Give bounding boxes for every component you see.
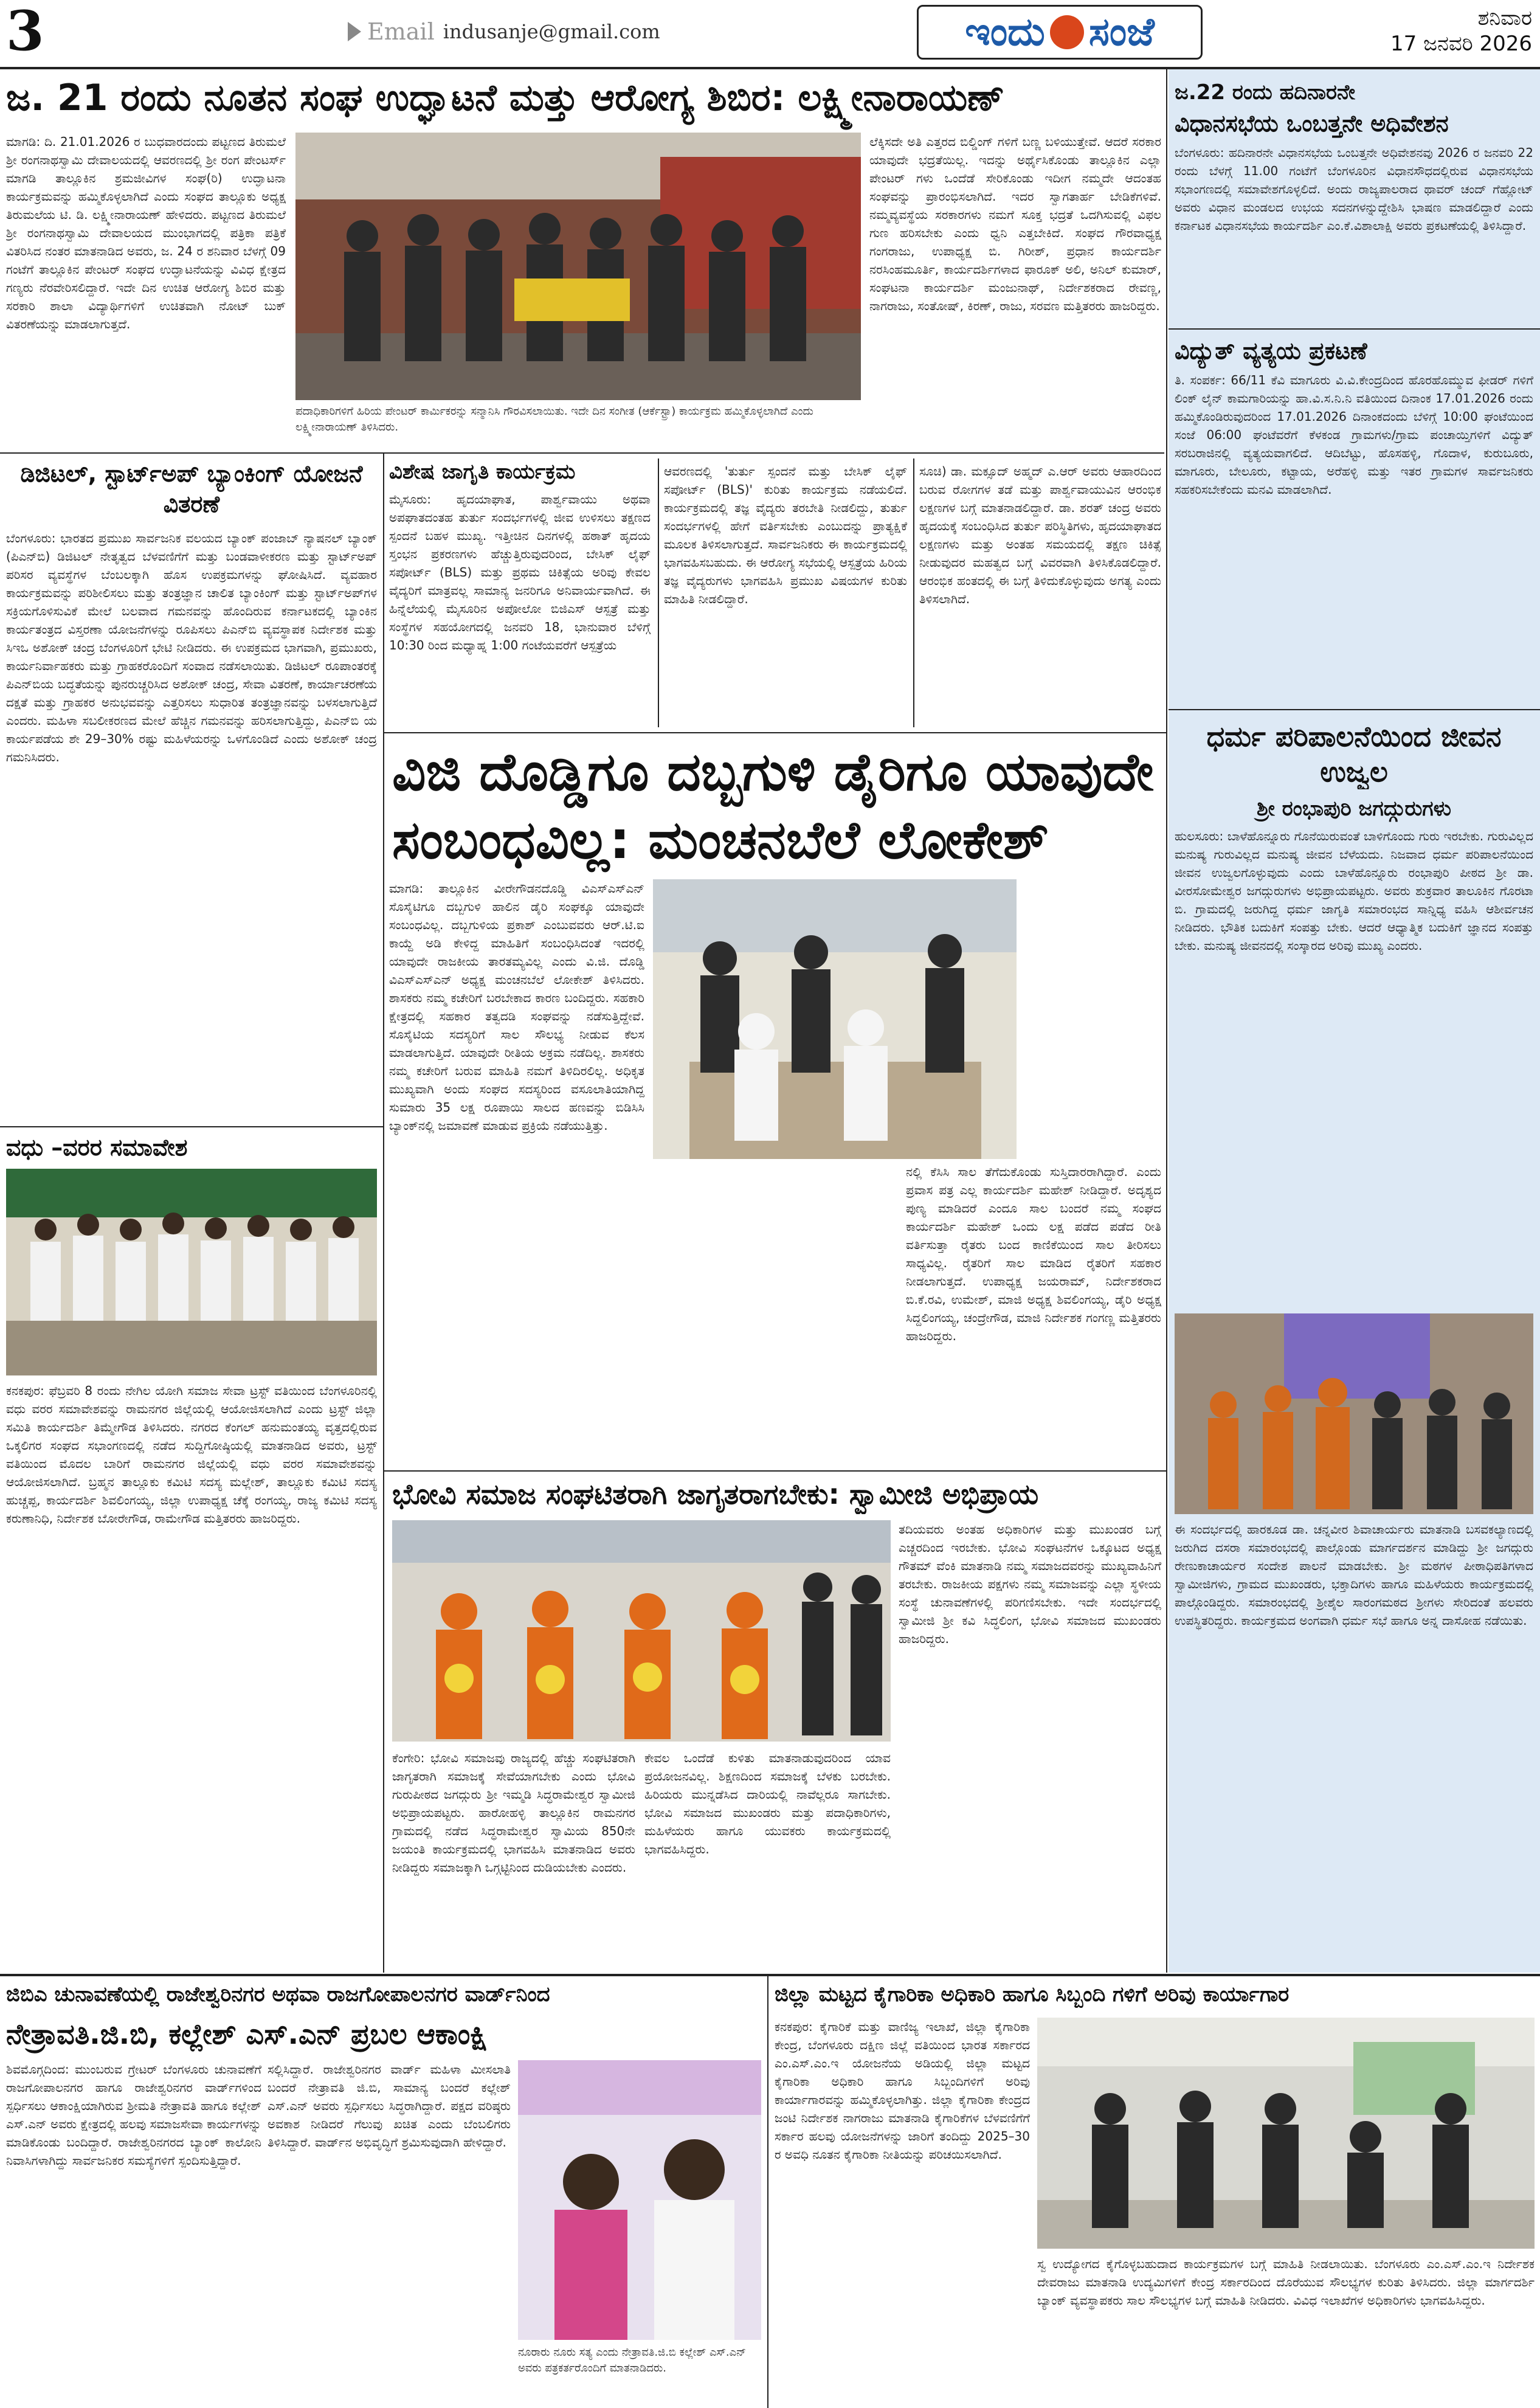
paper-name-left: ಇಂದು: [965, 10, 1045, 55]
ward-caption: ನೂರಾರು ನೂರು ಸತ್ಯ ಎಂದು ನೇತ್ರಾವತಿ.ಜಿ.ಬಿ ಕಲ್ಲೇಶ್ ಎಸ್.ಎನ್ ಅವರು ಪತ್ರಕರ್ತರೊಂದಿಗೆ ಮಾತನಾಡಿದರು.: [518, 2346, 747, 2375]
marriage-headline: ವಧು –ವರರ ಸಮಾವೇಶ: [6, 1134, 188, 1161]
sun-logo-icon: [1050, 15, 1084, 49]
bhovi-body: ಕೆಂಗೇರಿ: ಭೋವಿ ಸಮಾಜವು ರಾಜ್ಯದಲ್ಲಿ ಹೆಚ್ಚು ಸಂಘಟಿತರಾಗಿ ಜಾಗೃತರಾಗಿ ಸಮಾಜಕ್ಕೆ ಸೇವೆಯಾಗಬೇಕು ಎಂದು ಭೋವಿ ಗುರುಪೀಠದ ಜಗದ್ಗುರು ಶ್ರೀ ಇಮ್ಮಡಿ ಸಿದ್ಧರಾಮೇಶ್ವರ ಸ್ವಾಮೀಜಿ ಅಭಿಪ್ರಾಯಪಟ್ಟರು. ಹಾರೋಹಳ್ಳಿ ತಾಲ್ಲೂಕಿನ ರಾಮನಗರ ಗ್ರಾಮದಲ್ಲಿ ನಡೆದ ಸಿದ್ಧರಾಮೇಶ್ವರ ಸ್ವಾಮಿಯ 850ನೇ ಜಯಂತಿ ಕಾರ್ಯಕ್ರಮದಲ್ಲಿ ಭಾಗವಹಿಸಿ ಮಾತನಾಡಿದ ಅವರು ನೀಡಿದ್ದರು ಸಮಾಜಕ್ಕಾಗಿ ಒಗ್ಗಟ್ಟಿನಿಂದ ದುಡಿಯಬೇಕು ಎಂದರು.: [392, 1751, 635, 1875]
email-arrow-icon: [348, 22, 361, 41]
email-label: Email: [367, 18, 435, 45]
page-number: 3: [6, 0, 44, 63]
bhovi-body-3: ತದಿಯವರು ಅಂತಹ ಅಧಿಕಾರಿಗಳ ಮತ್ತು ಮುಖಂಡರ ಬಗ್ಗೆ ಎಚ್ಚರದಿಂದ ಇರಬೇಕು. ಭೋವಿ ಸಂಘಟನೆಗಳ ಒಕ್ಕೂಟದ ಅಧ್ಯಕ್ಷ ಗೌತಮ್ ವೆಂಕಿ ಮಾತನಾಡಿ ನಮ್ಮ ಸಮಾಜದವರನ್ನು ಮುಖ್ಯವಾಹಿನಿಗೆ ತರಬೇಕು. ರಾಜಕೀಯ ಪಕ್ಷಗಳು ನಮ್ಮ ಸಮಾಜವನ್ನು ಎಲ್ಲಾ ಸ್ಥಳೀಯ ಸಂಸ್ಥೆ ಚುನಾವಣೆಗಳಲ್ಲಿ ಪರಿಗಣಿಸಬೇಕು. ಇದೇ ಸಂದರ್ಭದಲ್ಲಿ ಸ್ವಾಮೀಜಿ ಶ್ರೀ ಕವಿ ಸಿದ್ಧಲಿಂಗ, ಭೋವಿ ಸಮಾಜದ ಮುಖಂಡರು ಹಾಜರಿದ್ದರು.: [899, 1522, 1161, 1646]
email-address[interactable]: indusanje@gmail.com: [443, 20, 660, 43]
dharma-photo: [1175, 1313, 1533, 1514]
marriage-body: ಕನಕಪುರ: ಫೆಬ್ರವರಿ 8 ರಂದು ನೇಗಿಲ ಯೋಗಿ ಸಮಾಜ ಸೇವಾ ಟ್ರಸ್ಟ್ ವತಿಯಿಂದ ಬೆಂಗಳೂರಿನಲ್ಲಿ ವಧು ವರರ ಸಮಾವೇಶವನ್ನು ರಾಮನಗರ ಜಿಲ್ಲೆಯಲ್ಲಿ ಆಯೋಜಿಸಲಾಗಿದೆ ಎಂದು ಟ್ರಸ್ಟ್ ಜಿಲ್ಲಾ ಸಮಿತಿ ಕಾರ್ಯದರ್ಶಿ ತಿಮ್ಮೇಗೌಡ ತಿಳಿಸಿದರು. ನಗರದ ಕೆಂಗಲ್ ಹನುಮಂತಯ್ಯ ವೃತ್ತದಲ್ಲಿರುವ ಒಕ್ಕಲಿಗರ ಸಂಘದ ಸಭಾಂಗಣದಲ್ಲಿ ನಡೆದ ಸುದ್ದಿಗೋಷ್ಠಿಯಲ್ಲಿ ಮಾತನಾಡಿದ ಅವರು, ಟ್ರಸ್ಟ್ ವತಿಯಿಂದ ಮೊದಲ ಬಾರಿಗೆ ರಾಮನಗರ ಜಿಲ್ಲೆಯಲ್ಲಿ ವಧು ವರರ ಸಮಾವೇಶವನ್ನು ಆಯೋಜಿಸಲಾಗಿದೆ. ಬ್ರಹ್ಮನ ತಾಲ್ಲೂಕು ಕಮಿಟಿ ಸದಸ್ಯ ಮಲ್ಲೇಶ್, ತಾಲ್ಲೂಕು ಕಮಿಟಿ ಸದಸ್ಯ ಹುಚ್ಚಪ್ಪ, ಕಾರ್ಯದರ್ಶಿ ಶಿವಲಿಂಗಯ್ಯ, ಜಿಲ್ಲಾ ಉಪಾಧ್ಯಕ್ಷ ಚೆಕ್ಕೆ ರಂಗಯ್ಯ, ರಾಜ್ಯ ಕಮಿಟಿ ಸದಸ್ಯ ಕರುಣಾನಿಧಿ, ನಿರ್ದೇಶಕ ಬೋರೇಗೌಡ, ರಾಮೇಗೌಡ ಮತ್ತಿತರರು ಹಾಜರಿದ್ದರು.: [6, 1383, 377, 1526]
bhovi-body-2: ಕೇವಲ ಒಂದೆಡೆ ಕುಳಿತು ಮಾತನಾಡುವುದರಿಂದ ಯಾವ ಪ್ರಯೋಜನವಿಲ್ಲ. ಶಿಕ್ಷಣದಿಂದ ಸಮಾಜಕ್ಕೆ ಬೆಳಕು ಬರಬೇಕು. ಹಿರಿಯರು ಮುನ್ನಡೆಸಿದ ದಾರಿಯಲ್ಲಿ ನಾವೆಲ್ಲರೂ ಸಾಗಬೇಕು. ಭೋವಿ ಸಮಾಜದ ಮುಖಂಡರು ಮತ್ತು ಪದಾಧಿಕಾರಿಗಳು, ಮಹಿಳೆಯರು ಹಾಗೂ ಯುವಕರು ಕಾರ್ಯಕ್ರಮದಲ್ಲಿ ಭಾಗವಹಿಸಿದ್ದರು.: [644, 1751, 891, 1856]
power-headline: ವಿದ್ಯುತ್ ವ್ಯತ್ಯಯ ಪ್ರಕಟಣೆ: [1175, 337, 1367, 364]
industry-headline: ಜಿಲ್ಲಾ ಮಟ್ಟದ ಕೈಗಾರಿಕಾ ಅಧಿಕಾರಿ ಹಾಗೂ ಸಿಬ್ಬಂದಿ ಗಳಿಗೆ ಅರಿವು ಕಾರ್ಯಾಗಾರ: [775, 1982, 1290, 2007]
dharma-headline: ಧರ್ಮ ಪರಿಪಾಲನೆಯಿಂದ ಜೀವನ ಉಜ್ವಲ: [1206, 720, 1502, 788]
session-kicker: ಜ.22 ರಂದು ಹದಿನಾರನೇ: [1175, 80, 1356, 105]
marriage-photo: [6, 1169, 377, 1375]
session-body: ಬೆಂಗಳೂರು: ಹದಿನಾರನೇ ವಿಧಾನಸಭೆಯ ಒಂಬತ್ತನೇ ಅಧಿವೇಶನವು 2026 ರ ಜನವರಿ 22 ರಂದು ಬೆಳಗ್ಗೆ 11.00 ಗಂಟೆಗೆ ಬೆಂಗಳೂರಿನ ವಿಧಾನಸೌಧದಲ್ಲಿರುವ ವಿಧಾನಸಭೆಯ ಸಭಾಂಗಣದಲ್ಲಿ ಸಮಾವೇಶಗೊಳ್ಳಲಿದೆ. ಅಂದು ರಾಜ್ಯಪಾಲರಾದ ಥಾವರ್ ಚಂದ್ ಗೆಹ್ಲೋಟ್ ಅವರು ವಿಧಾನ ಮಂಡಲದ ಉಭಯ ಸದನಗಳನ್ನುದ್ದೇಶಿಸಿ ಭಾಷಣ ಮಾಡಲಿದ್ದಾರೆ ಎಂದು ಕರ್ನಾಟಕ ವಿಧಾನಸಭೆಯ ಕಾರ್ಯದರ್ಶಿ ಎಂ.ಕೆ.ವಿಶಾಲಾಕ್ಷಿ ಅವರು ಪ್ರಕಟಣೆಯಲ್ಲಿ ತಿಳಿಸಿದ್ದಾರೆ.: [1175, 145, 1533, 233]
awareness-rule: [383, 732, 1166, 733]
sidebar-rule: [1166, 69, 1167, 1973]
ward-subhead: ನೇತ್ರಾವತಿ.ಜಿ.ಬಿ, ಕಲ್ಲೇಶ್ ಎಸ್.ಎನ್ ಪ್ರಬಲ ಆಕಾಂಕ್ಷಿ: [6, 2018, 488, 2050]
vg-body: ಮಾಗಡಿ: ತಾಲ್ಲೂಕಿನ ವೀರೇಗೌಡನದೊಡ್ಡಿ ವಿಎಸ್ಎಸ್ಎನ್ ಸೊಸೈಟಿಗೂ ದಬ್ಬಗುಳಿ ಹಾಲಿನ ಡೈರಿ ಸಂಘಕ್ಕೂ ಯಾವುದೇ ಸಂಬಂಧವಿಲ್ಲ. ದಬ್ಬಗುಳಿಯ ಪ್ರಕಾಶ್ ಎಂಬುವವರು ಆರ್.ಟಿ.ಐ ಕಾಯ್ದೆ ಅಡಿ ಕೇಳಿದ್ದ ಮಾಹಿತಿಗೆ ಸಂಬಂಧಿಸಿದಂತೆ ಇದರಲ್ಲಿ ಯಾವುದೇ ರಾಜಕೀಯ ತಾರತಮ್ಯವಿಲ್ಲ ಎಂದು ವಿ.ಜಿ. ದೊಡ್ಡಿ ವಿಎಸ್ಎಸ್ಎನ್ ಅಧ್ಯಕ್ಷ ಮಂಚನಬೆಲೆ ಲೋಕೇಶ್ ತಿಳಿಸಿದರು. ಶಾಸಕರು ನಮ್ಮ ಕಚೇರಿಗೆ ಬರಬೇಕಾದ ಕಾರಣ ಬಂದಿದ್ದರು. ಸಹಕಾರಿ ಕ್ಷೇತ್ರದಲ್ಲಿ ಸಹಕಾರ ತತ್ವದಡಿ ಸಂಘವನ್ನು ನಡೆಸುತ್ತಿದ್ದೇವೆ. ಸೊಸೈಟಿಯ ಸದಸ್ಯರಿಗೆ ಸಾಲ ಸೌಲಭ್ಯ ನೀಡುವ ಕೆಲಸ ಮಾಡಲಾಗುತ್ತಿದೆ. ಯಾವುದೇ ರೀತಿಯ ಅಕ್ರಮ ನಡೆದಿಲ್ಲ. ಶಾಸಕರು ನಮ್ಮ ಕಚೇರಿಗೆ ಬರುವ ಮಾಹಿತಿ ನಮಗೆ ತಿಳಿದಿರಲಿಲ್ಲ. ಅಧಿಕೃತ ಮುಖ್ಯವಾಗಿ ಅಂದು ಸಂಘದ ಸದಸ್ಯರಿಂದ ವಸೂಲಾತಿಯಾಗಿದ್ದ ಸುಮಾರು 35 ಲಕ್ಷ ರೂಪಾಯಿ ಸಾಲದ ಹಣವನ್ನು ಬಿಡಿಸಿಸಿ ಬ್ಯಾಂಕ್‌ನಲ್ಲಿ ಜಮಾವಣೆ ಮಾಡುವ ಪ್ರಕ್ರಿಯೆ ನಡೆಯುತ್ತಿತ್ತು.: [389, 881, 644, 1133]
ward-body: ಶಿವಮೊಗ್ಗದಿಂದ: ಮುಂಬರುವ ಗ್ರೇಟರ್ ಬೆಂಗಳೂರು ಚುನಾವಣೆಗೆ ರಾಜಗೋಪಾಲನಗರ ಹಾಗೂ ರಾಜೇಶ್ವರಿನಗರ ವಾರ್ಡ್‌ಗಳಿಂದ ಸ್ಪರ್ಧಿಸಲು ಆಕಾಂಕ್ಷಿಯಾಗಿರುವ ಶ್ರೀಮತಿ ನೇತ್ರಾವತಿ ಹಾಗೂ ಕಲ್ಲೇಶ್ ಎಸ್.ಎನ್ ಅವರು ಕ್ಷೇತ್ರದಲ್ಲಿ ಹಲವು ಸಮಾಜಸೇವಾ ಕಾರ್ಯಗಳನ್ನು ಮಾಡಿಕೊಂಡು ಬಂದಿದ್ದಾರೆ. ರಾಜೇಶ್ವರಿನಗರದ ಬ್ಯಾಂಕ್ ಕಾಲೋನಿ ನಿವಾಸಿಗಳಾಗಿದ್ದು ಸಾರ್ವಜನಿಕರ ಸಮಸ್ಯೆಗಳಿಗೆ ಸ್ಪಂದಿಸುತ್ತಿದ್ದಾರೆ.: [6, 2062, 261, 2168]
masthead-logo: [917, 5, 1203, 60]
paper-name-right: ಸಂಜೆ: [1088, 10, 1155, 55]
ward-headline: ಜಿಬಿಎ ಚುನಾವಣೆಯಲ್ಲಿ ರಾಜೇಶ್ವರಿನಗರ ಅಥವಾ ರಾಜಗೋಪಾಲನಗರ ವಾರ್ಡ್‌ನಿಂದ: [6, 1982, 550, 2007]
dharma-body: ಹುಲಸೂರು: ಬಾಳೆಹೊನ್ನೂರು ಗೊನೆಯಿರುವಂತೆ ಬಾಳಿಗೊಂದು ಗುರು ಇರಬೇಕು. ಗುರುವಿಲ್ಲದ ಮನುಷ್ಯ ಗುರುವಿಲ್ಲದ ಮನುಷ್ಯ ಜೀವನ ಬೆಳೆಯದು. ನಿಜವಾದ ಧರ್ಮ ಪರಿಪಾಲನೆಯಿಂದ ಜೀವನ ಉಜ್ವಲಗೊಳ್ಳುವುದು ಎಂದು ಬಾಳೆಹೊನ್ನೂರು ರಂಭಾಪುರಿ ಪೀಠದ ಶ್ರೀ ಡಾ. ವೀರಸೋಮೇಶ್ವರ ಜಗದ್ಗುರುಗಳು ಅಭಿಪ್ರಾಯಪಟ್ಟರು. ಅವರು ಶುಕ್ರವಾರ ತಾಲೂಕಿನ ಗೊರಟಾ ಬಿ. ಗ್ರಾಮದಲ್ಲಿ ಜರುಗಿದ್ದ ಧರ್ಮ ಜಾಗೃತಿ ಸಮಾರಂಭದ ಸಾನ್ನಿಧ್ಯ ವಹಿಸಿ ಆಶೀರ್ವಚನ ನೀಡಿದರು. ಭೌತಿಕ ಬದುಕಿಗೆ ಸಂಪತ್ತು ಬೇಕು. ಆದರೆ ಆಧ್ಯಾತ್ಮಿಕ ಬದುಕಿಗೆ ಜ್ಞಾನದ ಸಂಪತ್ತು ಬೇಕು. ಮನುಷ್ಯ ಜೀವನದಲ್ಲಿ ಸಂಸ್ಕಾರದ ಅರಿವು ಮುಖ್ಯ ಎಂದರು.: [1175, 829, 1533, 953]
lead-body-left: ಮಾಗಡಿ: ದಿ. 21.01.2026 ರ ಬುಧವಾರದಂದು ಪಟ್ಟಣದ ತಿರುಮಲೆ ಶ್ರೀ ರಂಗನಾಥಸ್ವಾಮಿ ದೇವಾಲಯದಲ್ಲಿ ಆವರಣದಲ್ಲಿ ಶ್ರೀ ರಂಗ ಪೇಂಟರ್ಸ್ ಮಾಗಡಿ ತಾಲ್ಲೂಕಿನ ಶ್ರಮಜೀವಿಗಳ ಸಂಘ(ರಿ) ಉದ್ಘಾಟನಾ ಕಾರ್ಯಕ್ರಮವನ್ನು ಹಮ್ಮಿಕೊಳ್ಳಲಾಗಿದೆ ಎಂದು ಸಂಘದ ತಾಲ್ಲೂಕು ಅಧ್ಯಕ್ಷ ತಿರುಮಲೆಯ ಟಿ. ಡಿ. ಲಕ್ಷ್ಮೀನಾರಾಯಣ್ ಹೇಳಿದರು. ಪಟ್ಟಣದ ತಿರುಮಲೆ ಶ್ರೀ ರಂಗನಾಥಸ್ವಾಮಿ ದೇವಾಲಯದ ಮುಂಭಾಗದಲ್ಲಿ ಪತ್ರಿಕಾ ಪತ್ರಿಕೆ ವಿತರಿಸಿದ ನಂತರ ಮಾತನಾಡಿದ ಅವರು, ಜ. 24 ರ ಶನಿವಾರ ಬೆಳಗ್ಗೆ 09 ಗಂಟೆಗೆ ತಾಲ್ಲೂಕಿನ ಪೇಂಟರ್ ಸಂಘದ ಉದ್ಘಾಟನೆಯನ್ನು ವಿವಿಧ ಕ್ಷೇತ್ರದ ಗಣ್ಯರು ನೆರವೇರಿಸಲಿದ್ದಾರೆ. ಇದೇ ದಿನ ಉಚಿತ ಆರೋಗ್ಯ ಶಿಬಿರ ಮತ್ತು ಸರಕಾರಿ ಶಾಲಾ ವಿದ್ಯಾರ್ಥಿಗಳಿಗೆ ಉಚಿತವಾಗಿ ನೋಟ್ ಬುಕ್ ವಿತರಣೆಯನ್ನು ಮಾಡಲಾಗುತ್ತದೆ.: [6, 134, 286, 331]
lead-body-right: ಲೆಕ್ಕಿಸದೇ ಅತಿ ಎತ್ತರದ ಬಿಲ್ಡಿಂಗ್ ಗಳಿಗೆ ಬಣ್ಣ ಬಳಿಯುತ್ತೇವೆ. ಆದರೆ ಸರಕಾರ ಯಾವುದೇ ಭದ್ರತೆಯಿಲ್ಲ. ಇದನ್ನು ಅರ್ಥೈಸಿಕೊಂಡು ತಾಲ್ಲೂಕಿನ ಎಲ್ಲಾ ಪೇಂಟರ್ ಗಳು ಒಂದೆಡೆ ಸೇರಿಕೊಂಡು ಇದೀಗ ನಮ್ಮದೇ ಆದಂತಹ ಸಂಘವನ್ನು ಪ್ರಾರಂಭಿಸಲಾಗಿದೆ. ಇದರ ಸ್ವಾಗತಾರ್ಹ ಬೇಡಿಕೆಗಳಿವೆ. ನಮ್ಮವ್ಯವಸ್ಥೆಯ ಸರಕಾರಗಳು ನಮಗೆ ಸೂಕ್ತ ಭದ್ರತೆ ಒದಗಿಸುವಲ್ಲಿ ವಿಫಲ ಗುಣ ಹರಿಸಬೇಕು ಎಂದು ಧ್ವನಿ ಎತ್ತಬೇಕಿದೆ. ಸಂಘದ ಗೌರವಾಧ್ಯಕ್ಷ ಗಂಗರಾಜು, ಉಪಾಧ್ಯಕ್ಷ ಬಿ. ಗಿರೀಶ್, ಪ್ರಧಾನ ಕಾರ್ಯದರ್ಶಿ ನರಸಿಂಹಮೂರ್ತಿ, ಕಾರ್ಯದರ್ಶಿಗಳಾದ ಫಾರೂಕ್ ಅಲಿ, ಅನಿಲ್ ಕುಮಾರ್, ಸಂಘಟನಾ ಕಾರ್ಯದರ್ಶಿ ಮಂಜುನಾಥ್, ನಿರ್ದೇಶಕರಾದ ರೇವಣ್ಣ, ನಾಗರಾಜು, ಸಂತೋಷ್, ಕಿರಣ್, ರಾಜು, ಸರವಣ ಮತ್ತಿತರರು ಹಾಜರಿದ್ದರು.: [869, 134, 1161, 313]
aw-rule-1: [658, 458, 659, 727]
col1-rule: [383, 454, 384, 1973]
vg-body-2: ನಲ್ಲಿ ಕೆಸಿಸಿ ಸಾಲ ತೆಗೆದುಕೊಂಡು ಸುಸ್ತಿದಾರರಾಗಿದ್ದಾರೆ. ಎಂದು ಪ್ರವಾಸ ಪತ್ರ ಎಲ್ಲ ಕಾರ್ಯದರ್ಶಿ ಮಹೇಶ್ ನೀಡಿದ್ದಾರೆ. ಅದೃಶ್ಯದ ಪುಣ್ಯ ಮಾಡಿದರೆ ಎಂದೂ ಸಾಲ ಬಂದರೆ ನಮ್ಮ ಸಂಘದ ಕಾರ್ಯದರ್ಶಿ ಮಹೇಶ್ ಒಂದು ಲಕ್ಷ ಪಡೆದ ಪಡೆದ ರೀತಿ ವರ್ತಿಸುತ್ತಾ ರೈತರು ಬಂದ ಕಾಣಿಕೆಯಿಂದ ಸಾಲ ತೀರಿಸಲು ಸಾಧ್ಯವಿಲ್ಲ. ರೈತರಿಗೆ ಸಾಲ ಮಾಡಿದ ರೈತರಿಗೆ ಸಹಕಾರ ನೀಡಲಾಗುತ್ತದೆ. ಉಪಾಧ್ಯಕ್ಷ ಜಯರಾಮ್, ನಿರ್ದೇಶಕರಾದ ಬಿ.ಕೆ.ರವಿ, ಉಮೇಶ್, ಮಾಜಿ ಅಧ್ಯಕ್ಷ ಶಿವಲಿಂಗಯ್ಯ, ಡೈರಿ ಅಧ್ಯಕ್ಷ ಸಿದ್ದಲಿಂಗಯ್ಯ, ಚಂದ್ರೇಗೌಡ, ಮಾಜಿ ನಿರ್ದೇಶಕ ಗಂಗಣ್ಣ ಮತ್ತಿತರರು ಹಾಜರಿದ್ದರು.: [906, 1164, 1161, 1343]
lead-photo-caption: ಪದಾಧಿಕಾರಿಗಳಿಗೆ ಹಿರಿಯ ಪೇಂಟರ್ ಕಾರ್ಮಿಕರನ್ನು ಸನ್ಮಾನಿಸಿ ಗೌರವಿಸಲಾಯಿತು. ಇದೇ ದಿನ ಸಂಗೀತ (ಆರ್ಕೆಸ್ಟ್ರಾ) ಕಾರ್ಯಕ್ರಮ ಹಮ್ಮಿಕೊಳ್ಳಲಾಗಿದೆ ಎಂದು ಲಕ್ಷ್ಮೀನಾರಾಯಣ್ ತಿಳಿಸಿದರು.: [295, 405, 813, 434]
awareness-body-1: ಮೈಸೂರು: ಹೃದಯಾಘಾತ, ಪಾರ್ಶ್ವವಾಯು ಅಥವಾ ಅಪಘಾತದಂತಹ ತುರ್ತು ಸಂದರ್ಭಗಳಲ್ಲಿ ಜೀವ ಉಳಿಸಲು ತಕ್ಷಣದ ಸ್ಪಂದನೆ ಬಹಳ ಮುಖ್ಯ. ಇತ್ತೀಚಿನ ದಿನಗಳಲ್ಲಿ ಹಠಾತ್ ಹೃದಯ ಸ್ತಂಭನ ಪ್ರಕರಣಗಳು ಹೆಚ್ಚುತ್ತಿರುವುದರಿಂದ, ಬೇಸಿಕ್ ಲೈಫ್ ಸಪೋರ್ಟ್ (BLS) ಮತ್ತು ಪ್ರಥಮ ಚಿಕಿತ್ಸೆಯ ಅರಿವು ಕೇವಲ ವೈದ್ಯರಿಗೆ ಮಾತ್ರವಲ್ಲ ಸಾಮಾನ್ಯ ಜನರಿಗೂ ಅನಿವಾರ್ಯವಾಗಿದೆ. ಈ ಹಿನ್ನೆಲೆಯಲ್ಲಿ ಮೈಸೂರಿನ ಅಪೋಲೋ ಬಿಜಿಎಸ್ ಆಸ್ಪತ್ರೆ ಮತ್ತು ಸಂಸ್ಥೆಗಳ ಸಹಯೋಗದಲ್ಲಿ ಜನವರಿ 18, ಭಾನುವಾರ ಬೆಳಿಗ್ಗೆ 10:30 ರಿಂದ ಮಧ್ಯಾಹ್ನ 1:00 ಗಂಟೆಯವರೆಗೆ ಆಸ್ಪತ್ರೆಯ: [389, 492, 651, 652]
bottom-split-rule: [767, 1976, 768, 2408]
industry-body: ಕನಕಪುರ: ಕೈಗಾರಿಕೆ ಮತ್ತು ವಾಣಿಜ್ಯ ಇಲಾಖೆ, ಜಿಲ್ಲಾ ಕೈಗಾರಿಕಾ ಕೇಂದ್ರ, ಬೆಂಗಳೂರು ದಕ್ಷಿಣ ಜಿಲ್ಲೆ ವತಿಯಿಂದ ಭಾರತ ಸರ್ಕಾರದ ಎಂ.ಎಸ್.ಎಂ.ಇ ಯೋಜನೆಯ ಅಡಿಯಲ್ಲಿ ಜಿಲ್ಲಾ ಮಟ್ಟದ ಕೈಗಾರಿಕಾ ಅಧಿಕಾರಿ ಹಾಗೂ ಸಿಬ್ಬಂದಿಗಳಿಗೆ ಅರಿವು ಕಾರ್ಯಾಗಾರವನ್ನು ಹಮ್ಮಿಕೊಳ್ಳಲಾಗಿತ್ತು. ಜಿಲ್ಲಾ ಕೈಗಾರಿಕಾ ಕೇಂದ್ರದ ಜಂಟಿ ನಿರ್ದೇಶಕ ನಾಗರಾಜು ಮಾತನಾಡಿ ಕೈಗಾರಿಕೆಗಳ ಬೆಳವಣಿಗೆಗೆ ಸರ್ಕಾರ ಹಲವು ಯೋಜನೆಗಳನ್ನು ಜಾರಿಗೆ ತಂದಿದ್ದು 2025–30 ರ ಅವಧಿ ನೂತನ ಕೈಗಾರಿಕಾ ನೀತಿಯನ್ನು ಪರಿಚಯಿಸಲಾಗಿದೆ.: [775, 2019, 1030, 2162]
bottom-band-rule: [0, 1974, 1540, 1976]
ward-photo: [518, 2060, 761, 2340]
power-body: ತಿ. ಸಂಪರ್ಕ: 66/11 ಕೆವಿ ಮಾಗೂರು ವಿ.ವಿ.ಕೇಂದ್ರದಿಂದ ಹೊರಹೊಮ್ಮುವ ಫೀಡರ್ ಗಳಿಗೆ ಲಿಂಕ್ ಲೈನ್ ಕಾಮಗಾರಿಯನ್ನು ಹಾ.ವಿ.ಸ.ನಿ.ನಿ ವತಿಯಿಂದ ದಿನಾಂಕ 17.01.2026 ರಂದು ಹಮ್ಮಿಕೊಂಡಿರುವುದರಿಂದ 17.01.2026 ದಿನಾಂಕದಂದು ಬೆಳಿಗ್ಗೆ 10:00 ಘಂಟೆಯಿಂದ ಸಂಜೆ 06:00 ಘಂಟೆವರೆಗೆ ಕೆಳಕಂಡ ಗ್ರಾಮಗಳು/ಗ್ರಾಮ ಪಂಚಾಯ್ತಿಗಳಿಗೆ ವಿದ್ಯುತ್ ಸರಬರಾಜಿನಲ್ಲಿ ವ್ಯತ್ಯಯವಾಗಲಿದೆ. ಆದಿಬೆಟ್ಟು, ಹೊಸಹಳ್ಳಿ, ಗೊದಾಳ, ಕುರುಬೂರು, ಮಾಗೂರು, ಬೇಲೂರು, ಕಟ್ಟಾಯ, ಅರೆಹಳ್ಳಿ ಮತ್ತು ಇತರ ಗ್ರಾಮಗಳ ಸಾರ್ವಜನಿಕರು ಸಹಕರಿಸಬೇಕೆಂದು ಮನವಿ ಮಾಡಲಾಗಿದೆ.: [1175, 373, 1533, 497]
issue-date: 17 ಜನವರಿ 2026: [1390, 32, 1532, 56]
awareness-headline: ವಿಶೇಷ ಜಾಗೃತಿ ಕಾರ್ಯಕ್ರಮ: [389, 460, 576, 484]
dharma-subhead: ಶ್ರೀ ರಂಭಾಪುರಿ ಜಗದ್ಗುರುಗಳು: [1257, 797, 1451, 821]
digital-rule: [0, 1126, 383, 1127]
weekday: ಶನಿವಾರ: [1477, 6, 1532, 30]
session-rule: [1169, 328, 1540, 330]
vg-headline: ವಿಜಿ ದೊಡ್ಡಿಗೂ ದಬ್ಬಗುಳಿ ಡೈರಿಗೂ ಯಾವುದೇ ಸಂಬಂಧವಿಲ್ಲ: ಮಂಚನಬೆಲೆ ಲೋಕೇಶ್: [392, 742, 1154, 871]
bhovi-headline: ಭೋವಿ ಸಮಾಜ ಸಂಘಟಿತರಾಗಿ ಜಾಗೃತರಾಗಬೇಕು: ಸ್ವಾಮೀಜಿ ಅಭಿಪ್ರಾಯ: [392, 1478, 1039, 1510]
session-headline: ವಿಧಾನಸಭೆಯ ಒಂಬತ್ತನೇ ಅಧಿವೇಶನ: [1175, 110, 1449, 137]
industry-photo: [1037, 2018, 1535, 2249]
vg-photo: [653, 879, 1017, 1159]
digital-headline: ಡಿಜಿಟಲ್, ಸ್ಟಾರ್ಟ್‌ಅಪ್ ಬ್ಯಾಂಕಿಂಗ್ ಯೋಜನೆ ವಿತರಣೆ: [20, 460, 363, 517]
aw-rule-2: [913, 458, 914, 727]
lead-bottom-rule: [0, 452, 1164, 454]
ward-body-2: ಸಲ್ಲಿಸಿದ್ದಾರೆ. ರಾಜೇಶ್ವರಿನಗರ ವಾರ್ಡ್ ಮಹಿಳಾ ಮೀಸಲಾತಿ ಬಂದರೆ ನೇತ್ರಾವತಿ ಜಿ.ಬಿ, ಸಾಮಾನ್ಯ ಬಂದರೆ ಕಲ್ಲೇಶ್ ಎಸ್.ಎನ್ ಅವರು ಸ್ಪರ್ಧಿಸಲು ಸಿದ್ಧರಾಗಿದ್ದಾರೆ. ಪಕ್ಷದ ವರಿಷ್ಠರು ಅವಕಾಶ ನೀಡಿದರೆ ಗೆಲುವು ಖಚಿತ ಎಂದು ಬೆಂಬಲಿಗರು ತಿಳಿಸಿದ್ದಾರೆ. ವಾರ್ಡ್‌ನ ಅಭಿವೃದ್ಧಿಗೆ ಶ್ರಮಿಸುವುದಾಗಿ ಹೇಳಿದ್ದಾರೆ.: [268, 2062, 511, 2150]
power-rule: [1169, 709, 1540, 710]
bhovi-photo: [392, 1520, 891, 1742]
awareness-body-3: ಸೂಚಿ) ಡಾ. ಮಕ್ಸೂದ್ ಅಹ್ಮದ್ ಎ.ಆರ್ ಅವರು ಆಹಾರದಿಂದ ಬರುವ ರೋಗಗಳ ತಡೆ ಮತ್ತು ಪಾರ್ಶ್ವವಾಯುವಿನ ಆರಂಭಿಕ ಲಕ್ಷಣಗಳ ಬಗ್ಗೆ ಮಾತನಾಡಲಿದ್ದಾರೆ. ಡಾ. ಶರತ್ ಚಂದ್ರ ಅವರು ಹೃದಯಕ್ಕೆ ಸಂಬಂಧಿಸಿದ ತುರ್ತು ಪರಿಸ್ಥಿತಿಗಳು, ಹೃದಯಾಘಾತದ ಲಕ್ಷಣಗಳು ಮತ್ತು ಅಂತಹ ಸಮಯದಲ್ಲಿ ತಕ್ಷಣ ಚಿಕಿತ್ಸೆ ನೀಡುವುದರ ಮಹತ್ವದ ಬಗ್ಗೆ ವಿವರವಾಗಿ ತಿಳಿಸಿಕೊಡಲಿದ್ದಾರೆ. ಆರಂಭಿಕ ಹಂತದಲ್ಲಿ ಈ ಬಗ್ಗೆ ತಿಳಿದುಕೊಳ್ಳುವುದು ಅಗತ್ಯ ಎಂದು ತಿಳಿಸಲಾಗಿದೆ.: [919, 464, 1161, 606]
lead-photo: [295, 133, 861, 400]
industry-body-2: ಸ್ವ ಉದ್ಯೋಗದ ಕೈಗೊಳ್ಳಬಹುದಾದ ಕಾರ್ಯಕ್ರಮಗಳ ಬಗ್ಗೆ ಮಾಹಿತಿ ನೀಡಲಾಯಿತು. ಬೆಂಗಳೂರು ಎಂ.ಎಸ್.ಎಂ.ಇ ನಿರ್ದೇಶಕ ದೇವರಾಜು ಮಾತನಾಡಿ ಉದ್ಯಮಿಗಳಿಗೆ ಕೇಂದ್ರ ಸರ್ಕಾರದಿಂದ ದೊರೆಯುವ ಸೌಲಭ್ಯಗಳ ಕುರಿತು ತಿಳಿಸಿದರು. ಜಿಲ್ಲಾ ಮಾರ್ಗದರ್ಶಿ ಬ್ಯಾಂಕ್ ವ್ಯವಸ್ಥಾಪಕರು ಸಾಲ ಸೌಲಭ್ಯಗಳ ಬಗ್ಗೆ ಮಾಹಿತಿ ನೀಡಿದರು. ವಿವಿಧ ಇಲಾಖೆಗಳ ಅಧಿಕಾರಿಗಳು ಭಾಗವಹಿಸಿದ್ದರು.: [1037, 2257, 1535, 2308]
dharma-body-lower: ಈ ಸಂದರ್ಭದಲ್ಲಿ ಹಾರಕೂಡ ಡಾ. ಚನ್ನವೀರ ಶಿವಾಚಾರ್ಯರು ಮಾತನಾಡಿ ಬಸವಕಲ್ಯಾಣದಲ್ಲಿ ಜರುಗಿದ ದಸರಾ ಸಮಾರಂಭದಲ್ಲಿ ಪಾಲ್ಗೊಂಡು ಮಾರ್ಗದರ್ಶನ ಮಾಡಿದ್ದು ಶ್ರೀ ಜಗದ್ಗುರು ರೇಣುಕಾಚಾರ್ಯರ ಸಂದೇಶ ಪಾಲನೆ ಮಾಡಬೇಕು. ಶ್ರೀ ಮಠಗಳ ಪೀಠಾಧಿಪತಿಗಳಾದ ಸ್ವಾಮೀಜಿಗಳು, ಗ್ರಾಮದ ಮುಖಂಡರು, ಭಕ್ತಾದಿಗಳು ಹಾಗೂ ಮಹಿಳೆಯರು ಕಾರ್ಯಕ್ರಮದಲ್ಲಿ ಪಾಲ್ಗೊಂಡಿದ್ದರು. ಸಮಾರಂಭದಲ್ಲಿ ಶ್ರೀಶೈಲ ಸಾರಂಗಮಠದ ಶ್ರೀಗಳು ಸೇರಿದಂತೆ ಹಲವರು ಉಪಸ್ಥಿತರಿದ್ದರು. ಕಾರ್ಯಕ್ರಮದ ಅಂಗವಾಗಿ ಧರ್ಮ ಸಭೆ ಹಾಗೂ ಅನ್ನ ದಾಸೋಹ ನಡೆಯಿತು.: [1175, 1522, 1533, 1628]
digital-body: ಬೆಂಗಳೂರು: ಭಾರತದ ಪ್ರಮುಖ ಸಾರ್ವಜನಿಕ ವಲಯದ ಬ್ಯಾಂಕ್ ಪಂಜಾಬ್ ನ್ಯಾಷನಲ್ ಬ್ಯಾಂಕ್ (ಪಿಎನ್‌ಬಿ) ಡಿಜಿಟಲ್ ನೇತೃತ್ವದ ಬೆಳವಣಿಗೆಗೆ ಮತ್ತು ಬಂಡವಾಳೀಕರಣ ಮತ್ತು ಸ್ಟಾರ್ಟ್‌ಅಪ್ ಪರಿಸರ ವ್ಯವಸ್ಥೆಗಳ ಬೆಂಬಲಕ್ಕಾಗಿ ಹೊಸ ಉಪಕ್ರಮಗಳನ್ನು ಘೋಷಿಸಿದೆ. ವ್ಯವಹಾರ ಕಾರ್ಯಕ್ರಮವನ್ನು ಪರಿಶೀಲಿಸಲು ಮತ್ತು ತಂತ್ರಜ್ಞಾನ ಚಾಲಿತ ಬ್ಯಾಂಕಿಂಗ್ ಮತ್ತು ಸ್ಟಾರ್ಟ್‌ಅಪ್‌ಗಳ ಸಕ್ರಿಯಗೊಳಿಸುವಿಕೆ ಮೇಲೆ ಬಲವಾದ ಗಮನವನ್ನು ಹೊಂದಿರುವ ಕರ್ನಾಟಕದಲ್ಲಿ ಬ್ಯಾಂಕಿನ ಕಾರ್ಯತಂತ್ರದ ವಿಸ್ತರಣಾ ಯೋಜನೆಗಳನ್ನು ರೂಪಿಸಲು ಪಿಎನ್‌ಬಿ ವ್ಯವಸ್ಥಾಪಕ ನಿರ್ದೇಶಕ ಮತ್ತು ಸಿಇಒ ಅಶೋಕ್ ಚಂದ್ರ ಬೆಂಗಳೂರಿಗೆ ಭೇಟಿ ನೀಡಿದರು. ಈ ಉಪಕ್ರಮದ ಭಾಗವಾಗಿ, ಪ್ರಮುಖರು, ಕಾರ್ಯನಿರ್ವಾಹಕರು ಮತ್ತು ಗ್ರಾಹಕರೊಂದಿಗೆ ಸಂವಾದ ನಡೆಸಲಾಯಿತು. ಡಿಜಿಟಲ್ ರೂಪಾಂತರಕ್ಕೆ ಪಿಎನ್‌ಬಿಯ ಬದ್ಧತೆಯನ್ನು ಪುನರುಚ್ಚರಿಸಿದ ಅಶೋಕ್ ಚಂದ್ರ, ಸೇವಾ ವಿತರಣೆ, ಕಾರ್ಯಾಚರಣೆಯ ದಕ್ಷತೆ ಮತ್ತು ಗ್ರಾಹಕರ ಅನುಭವವನ್ನು ಎತ್ತರಿಸಲು ಸುಧಾರಿತ ತಂತ್ರಜ್ಞಾನವನ್ನು ಬಳಸಲಾಗುತ್ತಿದೆ ಎಂದರು. ಮಹಿಳಾ ಸಬಲೀಕರಣದ ಮೇಲೆ ಹೆಚ್ಚಿನ ಗಮನವನ್ನು ಹರಿಸಲಾಗುತ್ತಿದ್ದು, ಪಿಎನ್‌ಬಿ ಯ ಕಾರ್ಯಪಡೆಯ ಶೇ 29–30% ರಷ್ಟು ಮಹಿಳೆಯರನ್ನು ಒಳಗೊಂಡಿದೆ ಎಂದು ಅಶೋಕ್ ಚಂದ್ರ ಗಮನಿಸಿದರು.: [6, 531, 377, 764]
awareness-body-2: ಆವರಣದಲ್ಲಿ 'ತುರ್ತು ಸ್ಪಂದನೆ ಮತ್ತು ಬೇಸಿಕ್ ಲೈಫ್ ಸಪೋರ್ಟ್ (BLS)' ಕುರಿತು ಕಾರ್ಯಕ್ರಮ ನಡೆಯಲಿದೆ. ಕಾರ್ಯಕ್ರಮದಲ್ಲಿ ತಜ್ಞ ವೈದ್ಯರು ತರಬೇತಿ ನೀಡಲಿದ್ದು, ತುರ್ತು ಸಂದರ್ಭಗಳಲ್ಲಿ ಹೇಗೆ ವರ್ತಿಸಬೇಕು ಎಂಬುದನ್ನು ಪ್ರಾತ್ಯಕ್ಷಿಕೆ ಮೂಲಕ ತಿಳಿಸಲಾಗುತ್ತದೆ. ಸಾರ್ವಜನಿಕರು ಈ ಕಾರ್ಯಕ್ರಮದಲ್ಲಿ ಭಾಗವಹಿಸಬಹುದು. ಈ ಆರೋಗ್ಯ ಸಭೆಯಲ್ಲಿ ಆಸ್ಪತ್ರೆಯ ಹಿರಿಯ ತಜ್ಞ ವೈದ್ಯರುಗಳು ಭಾಗವಹಿಸಿ ಪ್ರಮುಖ ವಿಷಯಗಳ ಕುರಿತು ಮಾಹಿತಿ ನೀಡಲಿದ್ದಾರೆ.: [664, 464, 907, 606]
email-block: [348, 15, 688, 49]
vg-rule: [383, 1470, 1166, 1472]
lead-headline: ಜ. 21 ರಂದು ನೂತನ ಸಂಘ ಉದ್ಘಾಟನೆ ಮತ್ತು ಆರೋಗ್ಯ ಶಿಬಿರ: ಲಕ್ಷ್ಮೀನಾರಾಯಣ್: [6, 77, 1004, 119]
